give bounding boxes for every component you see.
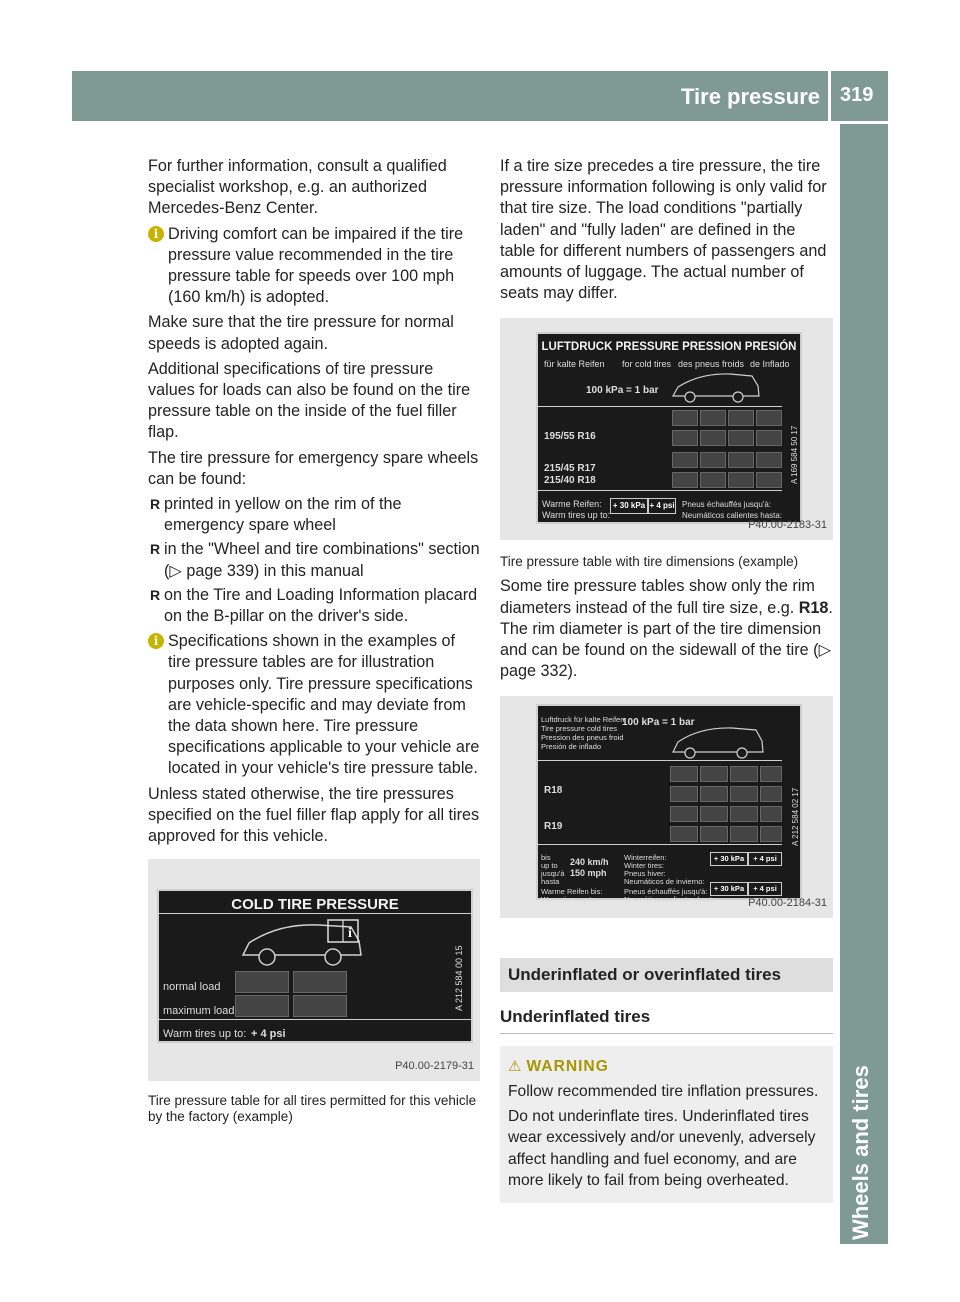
placard-part-number: A 212 584 02 17	[791, 788, 800, 847]
placard-divider	[538, 406, 782, 407]
pressure-cell	[700, 806, 728, 822]
pressure-cell	[756, 410, 782, 426]
info-note	[148, 631, 480, 779]
placard-row-label: maximum load	[163, 1005, 235, 1018]
kpa-box: + 30 kPa	[710, 882, 748, 896]
winter-label: Winterreifen:	[624, 853, 667, 863]
subsection-heading: Underinflated tires	[500, 1006, 833, 1034]
placard-divider	[538, 844, 782, 845]
psi-box: + 4 psi	[748, 882, 782, 896]
warning-title	[508, 1056, 825, 1077]
bullet-icon: R	[150, 496, 161, 513]
rim-size-label: R19	[544, 821, 563, 833]
pressure-cell	[670, 786, 698, 802]
placard-warm-label: Warme Reifen:	[542, 499, 602, 510]
paragraph-bold: R18	[798, 598, 829, 617]
figure-code: P40.00-2183-31	[748, 519, 827, 532]
pressure-cell	[728, 452, 754, 468]
placard-header: Tire pressure cold tires	[541, 724, 617, 734]
warm-label: Warme Reifen bis:	[541, 887, 603, 897]
pressure-cell	[235, 971, 289, 993]
psi-box: + 4 psi	[648, 498, 676, 514]
placard-header: Pression des pneus froid	[541, 733, 624, 743]
list-item	[148, 585, 480, 627]
placard-warm-label: Pneus échauffés jusqu'à:	[682, 500, 771, 510]
pressure-cell	[672, 472, 698, 488]
placard-part-number: A 212 584 00 15	[454, 945, 464, 1012]
placard-divider	[538, 490, 782, 491]
warm-label: Warm tires up to:	[541, 895, 598, 905]
manual-info-icon	[327, 919, 359, 943]
page-title: Tire pressure	[680, 84, 820, 109]
pressure-cell	[672, 410, 698, 426]
page-number: 319	[840, 84, 874, 106]
warning-text: Follow recommended tire inflation pressures.	[508, 1083, 819, 1101]
info-icon: i	[148, 226, 164, 242]
figure-caption: Tire pressure table with tire dimensions (example)	[500, 554, 799, 570]
paragraph: For further information, consult a qualified specialist workshop, e.g. an authorized Mercedes-Benz Center.	[148, 157, 447, 218]
car-silhouette-icon	[670, 368, 762, 404]
pressure-cell	[293, 995, 347, 1017]
list-item	[148, 494, 480, 536]
warning-icon: ⚠	[508, 1057, 523, 1075]
header-divider	[828, 71, 831, 121]
placard-header: Presión de inflado	[541, 742, 602, 752]
figure-tire-dimension-table	[500, 318, 833, 540]
placard-warm-label: Warm tires up to:	[542, 510, 611, 521]
tire-size-label: 215/45 R17	[544, 463, 596, 475]
pressure-cell	[756, 452, 782, 468]
psi-box: + 4 psi	[748, 852, 782, 866]
left-column	[148, 156, 480, 1133]
pressure-cell	[700, 472, 726, 488]
kpa-box: + 30 kPa	[610, 498, 648, 514]
pressure-cell	[760, 786, 782, 802]
pressure-cell	[700, 410, 726, 426]
placard-warm-value: + 4 psi	[251, 1028, 286, 1041]
placard-divider	[159, 1019, 471, 1020]
placard-header: for cold tires	[622, 359, 672, 370]
paragraph: If a tire size precedes a tire pressure, the tire pressure information following is only valid for that tire size. The load conditions "partially laden" and "fully laden" are defined in the table for different numbers of passengers and amounts of luggage. The actual number of seats may differ.	[500, 157, 827, 303]
tire-size-label: 215/40 R18	[544, 475, 596, 487]
tire-placard	[536, 332, 802, 524]
placard-warm-label: Warm tires up to:	[163, 1028, 247, 1041]
pressure-cell	[730, 766, 758, 782]
rim-size-label: R18	[544, 785, 563, 797]
placard-title: LUFTDRUCK PRESSURE PRESSION PRESIÓN	[541, 341, 797, 354]
placard-header: für kalte Reifen	[544, 359, 605, 370]
warning-box	[500, 1046, 833, 1203]
placard-divider	[538, 760, 782, 761]
speed-value: 240 km/h	[570, 857, 609, 868]
pressure-cell	[700, 766, 728, 782]
pressure-cell	[700, 826, 728, 842]
bullet-list	[148, 494, 480, 627]
warm-label: Neumáticos calientes hasta:	[624, 895, 718, 905]
paragraph	[500, 576, 833, 682]
pressure-cell	[730, 806, 758, 822]
placard-header: de Inflado	[750, 359, 790, 370]
pressure-cell	[700, 786, 728, 802]
paragraph-text: . The rim diameter is part of the tire dimension and can be found on the sidewall of the tire (▷ page 332).	[500, 598, 833, 681]
placard-part-number: A 169 584 50 17	[790, 426, 799, 485]
svg-text:i: i	[348, 926, 352, 942]
pressure-cell	[293, 971, 347, 993]
kpa-box: + 30 kPa	[710, 852, 748, 866]
paragraph: Unless stated otherwise, the tire pressures specified on the fuel filler flap apply for all tires approved for this vehicle.	[148, 784, 480, 846]
tire-size-label: 195/55 R16	[544, 431, 596, 443]
side-tab-label: Wheels and tires	[848, 1065, 873, 1240]
speed-label: jusqu'à	[541, 869, 565, 879]
figure-rim-diameter-table	[500, 696, 833, 918]
winter-label: Winter tires:	[624, 861, 665, 871]
placard-kpa: 100 kPa = 1 bar	[586, 385, 659, 397]
right-column	[500, 156, 833, 1203]
pressure-cell	[756, 430, 782, 446]
speed-label: hasta	[541, 877, 560, 887]
placard-row-label: normal load	[163, 981, 221, 994]
figure-cold-tire-pressure	[148, 859, 480, 1081]
figure-code: P40.00-2184-31	[748, 897, 827, 910]
pressure-cell	[670, 826, 698, 842]
pressure-cell	[760, 826, 782, 842]
list-item	[148, 539, 480, 581]
pressure-cell	[700, 430, 726, 446]
pressure-cell	[670, 806, 698, 822]
pressure-cell	[760, 766, 782, 782]
placard-header: Luftdruck für kalte Reifen	[541, 715, 625, 725]
figure-code: P40.00-2179-31	[395, 1060, 474, 1073]
pressure-cell	[672, 452, 698, 468]
placard-header: des pneus froids	[678, 359, 745, 370]
info-note-text: Driving comfort can be impaired if the tire pressure value recommended in the tire pressure table for speeds over 100 mph (160 km/h) is adopted.	[168, 224, 464, 307]
paragraph: The tire pressure for emergency spare wheels can be found:	[148, 448, 479, 488]
warning-text: Do not underinflate tires. Underinflated tires wear excessively and/or unevenly, adversely affect handling and fuel economy, and are more likely to fail from being overheated.	[508, 1108, 816, 1189]
placard-warm-label: Neumáticos calientes hasta:	[682, 511, 783, 521]
warning-title-text: WARNING	[526, 1057, 609, 1075]
paragraph: Additional specifications of tire pressure values for loads can also be found on the tire pressure table on the inside of the fuel filler flap.	[148, 359, 471, 442]
pressure-cell	[700, 452, 726, 468]
figure-caption: Tire pressure table for all tires permitted for this vehicle by the factory (example)	[148, 1093, 477, 1125]
section-heading: Underinflated or overinflated tires	[500, 958, 833, 991]
placard-title: COLD TIRE PRESSURE	[231, 896, 399, 914]
pressure-cell	[728, 410, 754, 426]
pressure-cell	[756, 472, 782, 488]
pressure-cell	[728, 430, 754, 446]
list-item-text: in the "Wheel and tire combinations" section (▷ page 339) in this manual	[164, 540, 480, 580]
car-silhouette-icon	[670, 722, 766, 760]
pressure-cell	[730, 786, 758, 802]
pressure-cell	[235, 995, 289, 1017]
pressure-cell	[728, 472, 754, 488]
list-item-text: on the Tire and Loading Information placard on the B-pillar on the driver's side.	[164, 585, 478, 626]
bullet-icon: R	[150, 586, 161, 603]
list-item-text: printed in yellow on the rim of the emergency spare wheel	[164, 495, 402, 535]
pressure-cell	[760, 806, 782, 822]
winter-label: Pneus hiver:	[624, 869, 666, 879]
winter-label: Neumáticos de invierno:	[624, 877, 705, 887]
speed-value: 150 mph	[570, 868, 607, 879]
tire-placard	[536, 704, 802, 905]
paragraph: Make sure that the tire pressure for normal speeds is adopted again.	[148, 313, 454, 353]
placard-divider	[159, 913, 471, 914]
speed-label: up to	[541, 861, 558, 871]
bullet-icon: R	[150, 541, 161, 558]
placard-kpa: 100 kPa = 1 bar	[622, 717, 695, 729]
pressure-cell	[672, 430, 698, 446]
pressure-cell	[670, 766, 698, 782]
info-note-text: Specifications shown in the examples of tire pressure tables are for illustration purposes only. Tire pressure specifications are vehicle-specific and may deviate from the data shown here. Tire pressure specifications applicable to your vehicle are located in your vehicle's tire pressure table.	[168, 632, 480, 778]
pressure-cell	[730, 826, 758, 842]
info-icon: i	[148, 633, 164, 649]
paragraph-text: Some tire pressure tables show only the rim diameters instead of the full tire size, e.g.	[500, 577, 815, 617]
info-note	[148, 224, 480, 309]
warm-label: Pneus échauffés jusqu'à:	[624, 887, 708, 897]
speed-label: bis	[541, 853, 551, 863]
tire-placard	[157, 889, 473, 1043]
